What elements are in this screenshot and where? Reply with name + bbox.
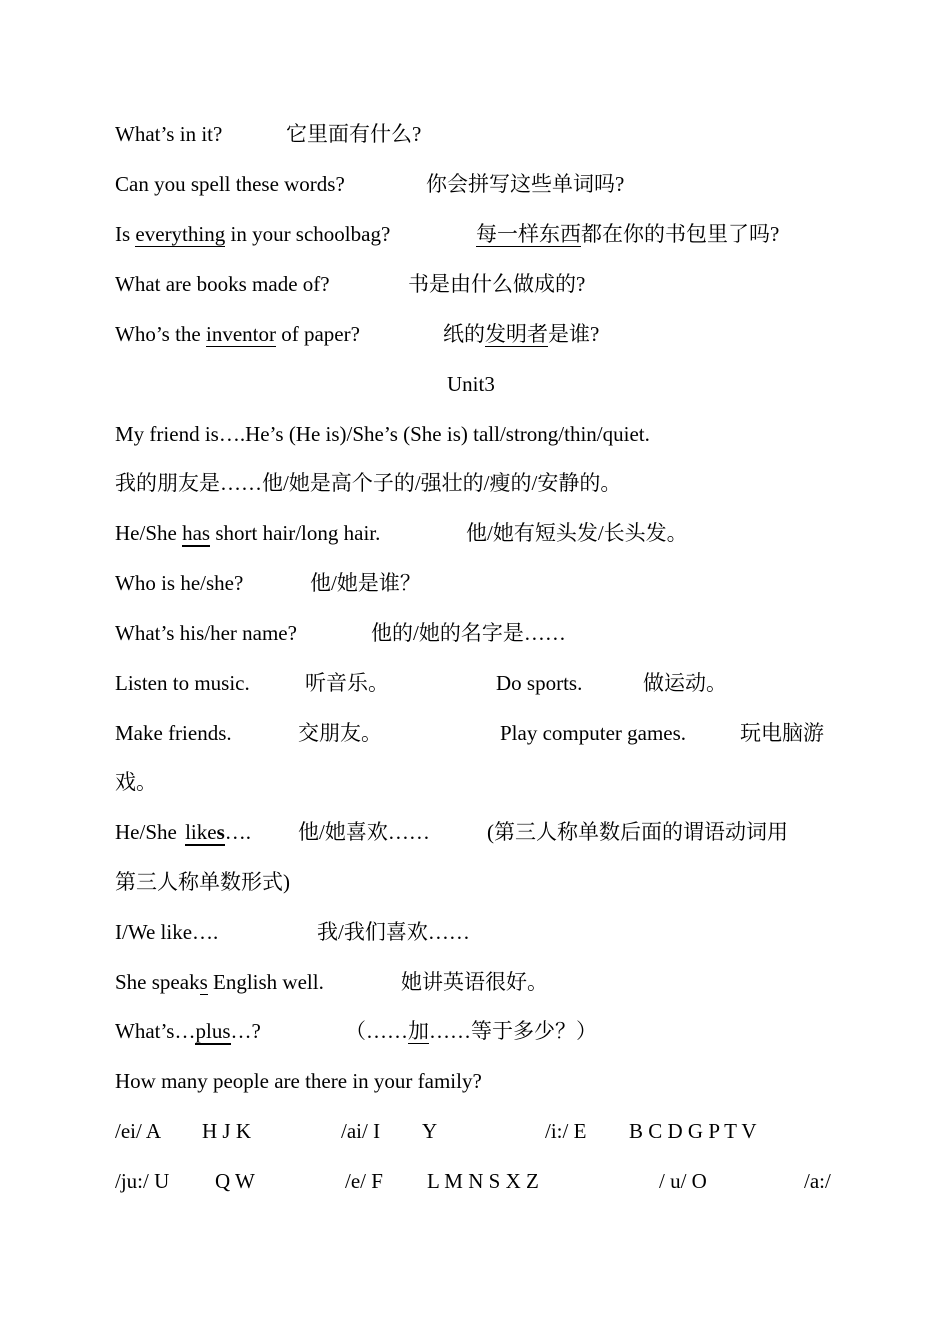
text-segment: He/She	[115, 820, 183, 844]
phonetic-ou: / u/ O	[659, 1169, 707, 1193]
sentence-zh-who-is: 他/她是谁？	[310, 571, 421, 595]
underlined-phrase: 每一样东西	[476, 222, 581, 246]
underlined-word: has	[182, 521, 211, 545]
phrase-zh-make-friends: 交朋友。	[298, 721, 382, 745]
text-segment: like	[185, 820, 217, 844]
sentence-en-my-friend: My friend is….He’s (He is)/She’s (She is) tall/strong/thin/quiet.	[115, 422, 650, 446]
underlined-word: plus	[195, 1019, 231, 1043]
phonetic-i: /i:/ E	[545, 1119, 587, 1143]
letters-i: B C D G P T V	[629, 1119, 757, 1143]
unit-heading: Unit3	[447, 372, 495, 396]
sentence-zh-inventor	[443, 321, 599, 347]
grammar-note-cont: 第三人称单数形式)	[115, 870, 290, 894]
sentence-en-has-hair	[115, 520, 380, 546]
phrase-zh-listen-music: 听音乐。	[305, 671, 389, 695]
phrase-en-make-friends: Make friends.	[115, 721, 232, 745]
underlined-word: 加	[408, 1019, 429, 1043]
phrase-zh-computer-games: 玩电脑游	[740, 721, 824, 745]
text-segment: 是谁?	[548, 322, 600, 346]
letters-ai: Y	[422, 1119, 438, 1143]
phrase-en-computer-games: Play computer games.	[500, 721, 687, 745]
text-segment: of paper?	[275, 322, 360, 346]
sentence-en-whats-in-it: What’s in it?	[115, 122, 223, 146]
sentence-zh-everything	[476, 221, 779, 247]
bold-suffix: s	[216, 820, 225, 844]
phrase-en-listen-music: Listen to music.	[115, 671, 250, 695]
sentence-en-who-is: Who is he/she?	[115, 571, 244, 595]
sentence-en-everything	[115, 221, 390, 247]
sentence-zh-spell-words: 你会拼写这些单词吗?	[426, 172, 625, 196]
sentence-zh-plus	[345, 1018, 597, 1044]
sentence-zh-books-made-of: 书是由什么做成的?	[408, 272, 586, 296]
underlined-word	[185, 820, 225, 846]
sentence-zh-we-like: 我/我们喜欢……	[317, 920, 470, 944]
phonetic-ai: /ai/ I	[341, 1119, 381, 1143]
underlined-suffix: s	[199, 970, 208, 994]
text-segment: ……等于多少？）	[429, 1019, 597, 1043]
sentence-zh-has-hair: 他/她有短头发/长头发。	[466, 521, 688, 545]
sentence-en-spell-words: Can you spell these words?	[115, 172, 345, 196]
sentence-zh-speaks: 她讲英语很好。	[401, 970, 548, 994]
text-segment: short hair/long hair.	[210, 521, 381, 545]
phonetic-e: /e/ F	[345, 1169, 383, 1193]
text-segment: What’s…	[115, 1019, 196, 1043]
sentence-en-books-made-of: What are books made of?	[115, 272, 330, 296]
letters-ei: H J K	[202, 1119, 252, 1143]
sentence-zh-my-friend: 我的朋友是……他/她是高个子的/强壮的/瘦的/安静的。	[115, 471, 622, 495]
text-segment: English well.	[207, 970, 324, 994]
text-segment: He/She	[115, 521, 183, 545]
text-segment: 纸的	[443, 322, 485, 346]
sentence-en-likes	[115, 819, 251, 845]
letters-e: L M N S X Z	[427, 1169, 539, 1193]
text-segment: Is	[115, 222, 136, 246]
sentence-en-family: How many people are there in your family?	[115, 1069, 482, 1093]
text-segment: in your schoolbag?	[225, 222, 391, 246]
text-segment: （……	[345, 1019, 408, 1043]
sentence-zh-name: 他的/她的名字是……	[371, 621, 566, 645]
grammar-note: (第三人称单数后面的谓语动词用	[487, 820, 788, 844]
sentence-en-speaks	[115, 969, 324, 995]
underlined-word: inventor	[205, 322, 276, 346]
phrase-en-do-sports: Do sports.	[496, 671, 583, 695]
phonetic-ju: /ju:/ U	[115, 1169, 170, 1193]
sentence-zh-whats-in-it: 它里面有什么?	[286, 122, 422, 146]
sentence-zh-likes: 他/她喜欢……	[298, 820, 430, 844]
sentence-en-plus	[115, 1018, 261, 1044]
sentence-en-name: What’s his/her name?	[115, 621, 297, 645]
letters-ju: Q W	[215, 1169, 255, 1193]
phonetic-ei: /ei/ A	[115, 1119, 162, 1143]
text-segment: Who’s the	[115, 322, 206, 346]
text-segment: She speak	[115, 970, 200, 994]
text-segment: …?	[230, 1019, 261, 1043]
phrase-zh-computer-games-cont: 戏。	[115, 770, 157, 794]
underlined-word: everything	[135, 222, 226, 246]
text-segment: ….	[224, 820, 252, 844]
sentence-en-we-like: I/We like….	[115, 920, 219, 944]
sentence-en-inventor	[115, 321, 360, 347]
underlined-word: 发明者	[485, 322, 548, 346]
phonetic-a: /a:/	[804, 1169, 831, 1193]
text-segment: 都在你的书包里了吗?	[581, 222, 780, 246]
phrase-zh-do-sports: 做运动。	[643, 671, 727, 695]
